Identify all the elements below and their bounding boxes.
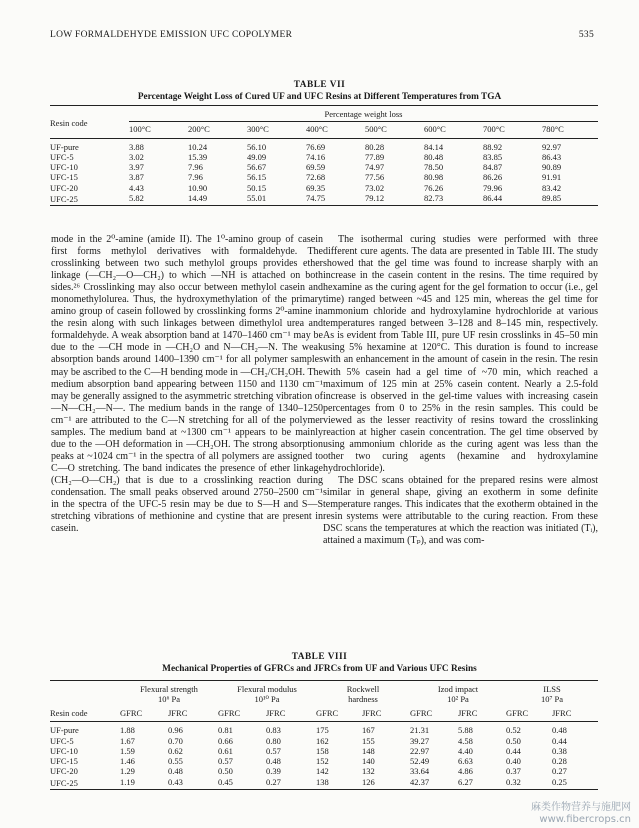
table8-cell: 4.86 xyxy=(458,766,473,777)
table8-cell: 4.40 xyxy=(458,745,473,756)
table8-cell: 138 xyxy=(316,776,329,787)
table8-cell: 0.52 xyxy=(506,725,521,736)
table8-cell: 0.66 xyxy=(218,735,233,746)
table8-group-header: Izod impact xyxy=(437,684,479,694)
table7-cell: 69.59 xyxy=(306,162,326,173)
table8-cell: 0.50 xyxy=(506,735,521,746)
table8-sub-header: GFRC xyxy=(410,708,433,718)
table7-column-header: 780°C xyxy=(542,124,564,135)
table8-group-header: Flexural strength xyxy=(140,684,198,694)
table7-resin-code: UFC-20 xyxy=(50,182,78,193)
table8-cell: 0.27 xyxy=(552,766,567,777)
table8-group-unit: 10⁷ Pa xyxy=(540,694,564,704)
table7-cell: 78.50 xyxy=(424,162,444,173)
table8-caption xyxy=(0,651,639,675)
table8-cell: 0.80 xyxy=(266,735,281,746)
table8-row xyxy=(50,766,598,776)
table8-cell: 0.39 xyxy=(266,766,281,777)
table7-cell: 83.42 xyxy=(542,182,562,193)
table7-cell: 77.89 xyxy=(365,151,385,162)
table8-group-header: Rockwell xyxy=(346,684,380,694)
watermark-line1: 麻类作物营养与施肥网 xyxy=(531,802,631,813)
table7-resin-code: UFC-10 xyxy=(50,162,78,173)
table7-row-header: Resin code xyxy=(50,117,88,128)
table8-cell: 158 xyxy=(316,745,329,756)
table7-column-header: 700°C xyxy=(483,124,505,135)
table8-resin-code: UFC-5 xyxy=(50,735,74,746)
table7-column-header: 500°C xyxy=(365,124,387,135)
table8-group-unit: hardness xyxy=(348,694,378,704)
table7-column-header: 400°C xyxy=(306,124,328,135)
table8-cell: 175 xyxy=(316,725,329,736)
table8-title: Mechanical Properties of GFRCs and JFRCs from UF and Various UFC Resins xyxy=(162,664,477,674)
table8-cell: 155 xyxy=(362,735,375,746)
table8-sub-header: GFRC xyxy=(316,708,339,718)
table7-cell: 7.96 xyxy=(188,162,203,173)
table8-cell: 0.62 xyxy=(168,745,183,756)
table8-cell: 132 xyxy=(362,766,375,777)
table7-cell: 14.49 xyxy=(188,193,208,204)
table8-row-header: Resin code xyxy=(50,708,88,718)
table7-row xyxy=(50,138,598,152)
running-title: LOW FORMALDEHYDE EMISSION UFC COPOLYMER xyxy=(50,30,293,40)
table7-cell: 56.15 xyxy=(247,172,267,183)
table8-cell: 142 xyxy=(316,766,329,777)
table8-sub-header: JFRC xyxy=(266,708,286,718)
table8-cell: 0.57 xyxy=(218,756,233,767)
table8-cell: 22.97 xyxy=(410,745,430,756)
table8-cell: 0.48 xyxy=(168,766,183,777)
table7-cell: 7.96 xyxy=(188,172,203,183)
table7-cell: 3.87 xyxy=(129,172,144,183)
table7-cell: 56.67 xyxy=(247,162,267,173)
table8-row xyxy=(50,777,598,790)
table7-cell: 80.98 xyxy=(424,172,444,183)
table8-cell: 126 xyxy=(362,776,375,787)
table8-cell: 152 xyxy=(316,756,329,767)
table7-cell: 79.12 xyxy=(365,193,385,204)
table7-cell: 74.75 xyxy=(306,193,326,204)
table8-cell: 1.29 xyxy=(120,766,135,777)
table8-row-header-spacer xyxy=(50,681,120,705)
table8-resin-code: UFC-10 xyxy=(50,745,78,756)
table8-cell: 0.40 xyxy=(506,756,521,767)
table7-caption xyxy=(0,79,639,103)
table8-group-header: Flexural modulus xyxy=(237,684,297,694)
table8-row xyxy=(50,722,598,736)
watermark xyxy=(531,802,631,826)
table7-cell: 74.16 xyxy=(306,151,326,162)
table7-cell: 86.26 xyxy=(483,172,503,183)
table8-resin-code: UFC-15 xyxy=(50,756,78,767)
table8-sub-header: GFRC xyxy=(218,708,241,718)
table7-number: TABLE VII xyxy=(293,80,346,90)
table8-cell: 39.27 xyxy=(410,735,430,746)
table7-column-header: 200°C xyxy=(188,124,210,135)
table7-cell: 90.89 xyxy=(542,162,562,173)
table7-row xyxy=(50,172,598,182)
table7-cell: 55.01 xyxy=(247,193,267,204)
table7-resin-code: UFC-25 xyxy=(50,194,78,205)
table8-cell: 0.44 xyxy=(552,735,567,746)
table8-cell: 0.28 xyxy=(552,756,567,767)
table8-cell: 0.81 xyxy=(218,725,233,736)
table7-cell: 3.97 xyxy=(129,162,144,173)
table7-cell: 10.24 xyxy=(188,141,208,152)
table8-cell: 0.48 xyxy=(266,756,281,767)
table8-cell: 1.88 xyxy=(120,725,135,736)
table7 xyxy=(50,105,598,206)
table7-cell: 89.85 xyxy=(542,193,562,204)
table7-cell: 84.14 xyxy=(424,141,444,152)
table7-cell: 79.96 xyxy=(483,182,503,193)
table7-row xyxy=(50,152,598,162)
table8-cell: 140 xyxy=(362,756,375,767)
table8-cell: 33.64 xyxy=(410,766,430,777)
watermark-line2: www.fibercrops.cn xyxy=(539,814,631,825)
table7-cell: 5.82 xyxy=(129,193,144,204)
table8-cell: 0.55 xyxy=(168,756,183,767)
table8-cell: 4.58 xyxy=(458,735,473,746)
table7-column-header: 300°C xyxy=(247,124,269,135)
table8-cell: 0.45 xyxy=(218,776,233,787)
page-number: 535 xyxy=(578,30,594,40)
table8-cell: 0.61 xyxy=(218,745,233,756)
table7-cell: 10.90 xyxy=(188,182,208,193)
body-paragraph-curing: The isothermal curing studies were performed with three different cure agents. The data are presented in Table III. The study showed that the gel time was found to increase sharply with an increase in the casein content in the resins. The time required by hexamine as the curing agent for the gel formation to occur (i.e., gel time) ranged between ~45 and 125 min, whereas the gel time for ammonium chloride and hydroxylamine hydrochloride at various temperatures ranged between 3–128 and 8–145 min, respectively. As is evident from Table III, pure UF resin crosslinks in 45–50 min using 5% hexamine at 120°C. This duration is found to increase with an enhancement in the amount of casein in the resin. The resin with 5% casein had a gel time of ~70 min, which reached a maximum of 125 min at 25% casein content. Nearly a 2.5-fold increase is observed in the gel-time values with increasing casein percentages from 0 to 25% in the resin samples. This could be viewed as the lesser reactivity of resins toward the crosslinking reaction at higher casein concentration. The gel time observed by using ammonium chloride as the curing agent was less than the other two curing agents (hexamine and hydroxylamine hydrochloride). xyxy=(323,234,598,474)
table8-cell: 1.67 xyxy=(120,735,135,746)
table7-cell: 80.48 xyxy=(424,151,444,162)
table7-cell: 72.68 xyxy=(306,172,326,183)
table7-cell: 76.69 xyxy=(306,141,326,152)
table7-cell: 56.10 xyxy=(247,141,267,152)
table8-resin-code: UFC-25 xyxy=(50,777,78,788)
table8-cell: 1.19 xyxy=(120,776,135,787)
table7-cell: 83.85 xyxy=(483,151,503,162)
table8-row xyxy=(50,756,598,766)
table7-cell: 88.92 xyxy=(483,141,503,152)
body-column-left xyxy=(51,234,323,535)
table8-cell: 0.70 xyxy=(168,735,183,746)
body-paragraph: mode in the 2⁰-amine (amide II). The 1⁰-amino group of casein first forms methylol derivatives with formaldehyde. The crosslinking between two such methylol groups provides ether linkage (—CH₂—O—CH₂) to which —NH is attached on both sides.²⁶ Crosslinking may also occur between methylol casein and monomethylolurea. Thus, the hydroxymethylation of the primary amino group of casein followed by crosslinking forms 2⁰-amine in the resin along with such linkages between dimethylol urea and formaldehyde. A weak absorption band at 1470–1460 cm⁻¹ may be due to the —CH mode in —CH₂O and N—CH₂—N. The weak absorption bands around 1400–1390 cm⁻¹ for all polymer samples may be ascribed to the C—H bending mode in —CH₂/CH₂OH. The medium absorption band appearing between 1150 and 1130 cm⁻¹ may be generally assigned to the asymmetric stretching vibration of —N—CH₂—N—. The medium bands in the range of 1340–1250 cm⁻¹ are attributed to the C—N stretching for all of the polymer samples. The medium band at ~1300 cm⁻¹ appears to be mainly due to the —OH deformation in —CH₂OH. The strong absorption peaks at ~1024 cm⁻¹ in the spectra of all polymers are assigned to C—O stretching. The band indicates the presence of ether linkage (CH₂—O—CH₂) that is due to a crosslinking reaction during condensation. The small peaks observed around 2750–2500 cm⁻¹ in the spectra of the UFC-5 resin may be due to S—H and S—S stretching vibrations of methionine and cystine that are present in casein. xyxy=(51,234,323,535)
table8-cell: 1.59 xyxy=(120,745,135,756)
table7-cell: 84.87 xyxy=(483,162,503,173)
table8-cell: 0.43 xyxy=(168,776,183,787)
table8-cell: 6.27 xyxy=(458,776,473,787)
table8-cell: 0.44 xyxy=(506,745,521,756)
table8-row xyxy=(50,736,598,746)
table8-number: TABLE VIII xyxy=(291,652,348,662)
table8-cell: 0.25 xyxy=(552,776,567,787)
table8-cell: 5.88 xyxy=(458,725,473,736)
table8-sub-header: GFRC xyxy=(120,708,143,718)
table7-row xyxy=(50,162,598,172)
table8-cell: 1.46 xyxy=(120,756,135,767)
table7-title: Percentage Weight Loss of Cured UF and UFC Resins at Different Temperatures from TGA xyxy=(137,92,502,102)
table8-group-header: ILSS xyxy=(543,684,561,694)
table7-cell: 3.02 xyxy=(129,151,144,162)
table8-cell: 42.37 xyxy=(410,776,430,787)
table7-cell: 91.91 xyxy=(542,172,562,183)
table7-cell: 76.26 xyxy=(424,182,444,193)
table8-sub-header: JFRC xyxy=(458,708,478,718)
table7-cell: 86.43 xyxy=(542,151,562,162)
table8-cell: 0.27 xyxy=(266,776,281,787)
table7-cell: 50.15 xyxy=(247,182,267,193)
table8-cell: 21.31 xyxy=(410,725,430,736)
body-paragraph-dsc: The DSC scans obtained for the prepared resins were almost similar in general shape, giving an exotherm in some definite temperature ranges. This indicates that the exotherm obtained in the resin systems were attributable to the curing reaction. From these DSC scans the temperatures at which the reaction was initiated (Tᵢ), attained a maximum (Tₚ), and was com- xyxy=(323,474,598,547)
table7-cell: 92.97 xyxy=(542,141,562,152)
table7-row xyxy=(50,183,598,193)
table7-cell: 74.97 xyxy=(365,162,385,173)
table8-cell: 148 xyxy=(362,745,375,756)
table7-resin-code: UF-pure xyxy=(50,141,79,152)
table8-cell: 6.63 xyxy=(458,756,473,767)
table8-resin-code: UFC-20 xyxy=(50,766,78,777)
table7-cell: 82.73 xyxy=(424,193,444,204)
table8-group-unit: 10¹⁰ Pa xyxy=(254,694,280,704)
table8-sub-header: JFRC xyxy=(552,708,572,718)
table7-cell: 3.88 xyxy=(129,141,144,152)
table8 xyxy=(50,680,598,790)
table8-cell: 0.32 xyxy=(506,776,521,787)
table7-cell: 49.09 xyxy=(247,151,267,162)
table7-resin-code: UFC-5 xyxy=(50,151,74,162)
table7-cell: 15.39 xyxy=(188,151,208,162)
table8-sub-header: JFRC xyxy=(168,708,188,718)
table8-cell: 162 xyxy=(316,735,329,746)
body-column-right xyxy=(323,234,598,547)
table8-cell: 0.57 xyxy=(266,745,281,756)
table7-cell: 69.35 xyxy=(306,182,326,193)
table7-row xyxy=(50,193,598,206)
running-head xyxy=(50,30,594,40)
table7-column-header: 600°C xyxy=(424,124,446,135)
table8-cell: 0.83 xyxy=(266,725,281,736)
table8-resin-code: UF-pure xyxy=(50,725,79,736)
table8-group-unit: 10² Pa xyxy=(447,694,469,704)
table7-column-header: 100°C xyxy=(129,124,151,135)
table8-cell: 0.38 xyxy=(552,745,567,756)
table8-row xyxy=(50,746,598,756)
table8-cell: 0.50 xyxy=(218,766,233,777)
table7-cell: 73.02 xyxy=(365,182,385,193)
table8-group-unit: 10⁶ Pa xyxy=(157,694,181,704)
table8-cell: 52.49 xyxy=(410,756,430,767)
table8-sub-header: GFRC xyxy=(506,708,529,718)
table7-cell: 86.44 xyxy=(483,193,503,204)
table8-sub-header: JFRC xyxy=(362,708,382,718)
table7-cell: 77.56 xyxy=(365,172,385,183)
table8-cell: 0.96 xyxy=(168,725,183,736)
table7-resin-code: UFC-15 xyxy=(50,172,78,183)
table7-span-header: Percentage weight loss xyxy=(129,106,598,122)
table8-cell: 0.37 xyxy=(506,766,521,777)
table8-cell: 0.48 xyxy=(552,725,567,736)
table7-cell: 4.43 xyxy=(129,182,144,193)
table7-cell: 80.28 xyxy=(365,141,385,152)
table8-cell: 167 xyxy=(362,725,375,736)
